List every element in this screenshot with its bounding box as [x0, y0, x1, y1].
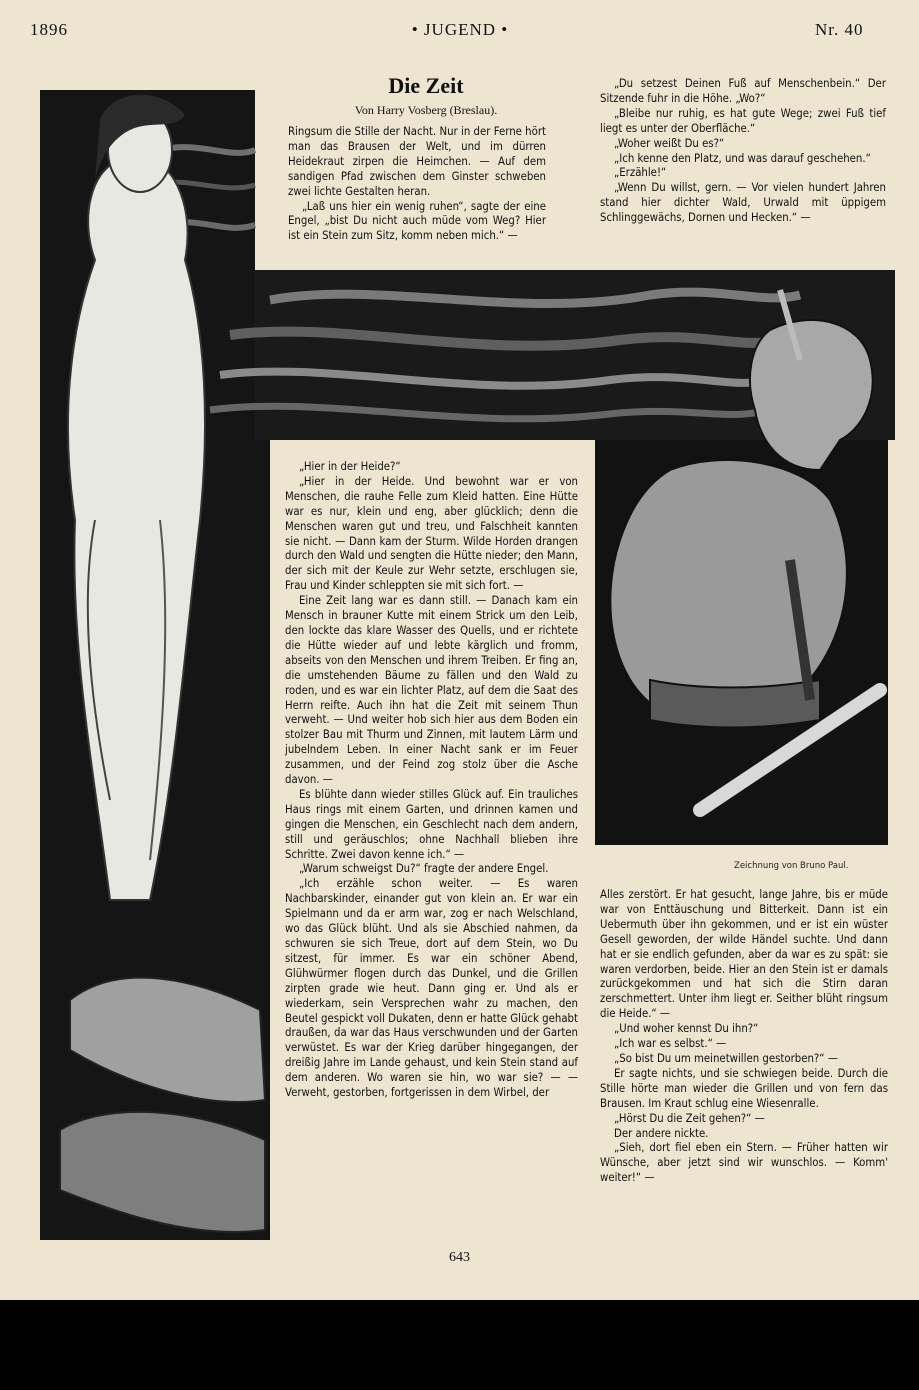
- paragraph: „Hier in der Heide?“: [299, 460, 401, 473]
- paragraph: Der andere nickte.: [614, 1126, 709, 1140]
- article-title: Die Zeit: [388, 73, 464, 98]
- paragraph: „Erzähle!“: [614, 166, 667, 180]
- paragraph: „Und woher kennst Du ihn?“: [614, 1022, 759, 1036]
- paragraph: „Wenn Du willst, gern. — Vor vielen hundert Jahren stand hier dichter Wald, Urwald mit üppigem Schlinggewächs, Dornen und Hecken.“ —: [600, 181, 886, 225]
- illustration-caption: Zeichnung von Bruno Paul.: [734, 861, 849, 871]
- paragraph: Er sagte nichts, und sie schwiegen beide. Durch die Stille hörte man wieder die Grillen und von fern das Brausen. Im Kraut schlug eine Wiesenralle.: [600, 1066, 888, 1110]
- paragraph: „So bist Du um meinetwillen gestorben?“ —: [614, 1051, 838, 1065]
- paragraph: „Hier in der Heide. Und bewohnt war er von Menschen, die rauhe Felle zum Kleid hatten. Eine Hütte war es nur, klein und eng, aber glücklich; denn die Menschen waren gut und treu, und Falschheit kannten sie nicht. — Dann kam der Sturm. Wilde Horden drangen durch den Wald und sengten die Hütte nieder; den Mann, der sich mit der Keule zur Wehr setzte, erschlugen sie, Frau und Kinder schleppten sie mit sich fort. —: [285, 474, 578, 593]
- right-top-column: [600, 77, 886, 226]
- paragraph: „Bleibe nur ruhig, es hat gute Wege; zwei Fuß tief liegt es unter der Oberfläche.“: [600, 106, 886, 135]
- bottom-black-strip: [0, 1300, 919, 1390]
- paragraph: Ringsum die Stille der Nacht. Nur in der Ferne hört man das Brausen der Welt, und im dürren Heidekraut zirpen die Heimchen. — Auf dem sandigen Pfad zwischen dem Ginster schweben zwei lichte Gestalten heran.: [288, 125, 546, 198]
- paragraph: „Warum schweigst Du?“ fragte der andere Engel.: [299, 862, 549, 876]
- article-byline: Von Harry Vosberg (Breslau).: [354, 103, 498, 117]
- paragraph: „Sieh, dort fiel eben ein Stern. — Früher hatten wir Wünsche, aber jetzt sind wir wunschlos. — Komm' weiter!“ —: [600, 1141, 888, 1185]
- paragraph: Eine Zeit lang war es dann still. — Danach kam ein Mensch in brauner Kutte mit einem Strick um den Leib, den lockte das klare Wasser des Quells, und er richtete die Hütte wieder auf und lebte kärglich und fromm, abseits von den Menschen und ihrem Treiben. Er fing an, die umstehenden Bäume zu fällen und den Wald zu roden, und es war ein lichter Platz, auf dem die Saat des Herrn reifte. Auch ihn hat die Zeit mit seinem Thun verweht. — Und weiter hob sich hier aus dem Boden ein stolzer Bau mit Thurm und Zinnen, mit lautem Lärm und jubelndem Leben. In einer Nacht sank er im Feuer zusammen, und der Feind zog stolz über die Asche davon. —: [285, 594, 578, 787]
- header-year: 1896: [30, 20, 68, 39]
- paragraph: „Woher weißt Du es?“: [614, 136, 725, 150]
- paragraph: „Laß uns hier ein wenig ruhen“, sagte der eine Engel, „bist Du nicht auch müde vom Weg? Hier ist ein Stein zum Sitz, komm neben mich.“ —: [288, 199, 546, 243]
- header-title: • JUGEND •: [411, 20, 509, 39]
- paragraph: Es blühte dann wieder stilles Glück auf. Ein trauliches Haus rings mit einem Garten, und drinnen kamen und gingen die Menschen, ein Geschlecht nach dem andern, still und geräuschlos; ohne Nachhall blieben ihre Schritte. Zwei davon kenne ich.“ —: [285, 787, 578, 861]
- right-bottom-column: [600, 888, 888, 1186]
- top-column: [288, 125, 546, 244]
- paragraph: „Ich kenne den Platz, und was darauf geschehen.“: [614, 151, 871, 165]
- paragraph: „Ich erzähle schon weiter. — Es waren Nachbarskinder, einander gut von klein an. Er war ein Spielmann und da er arm war, zog er nach Welschland, wo das Glück blüht. Und als sie Abschied nahmen, da schwuren sie sich Treue, dort auf dem Stein, wo Du sitzest, für immer. Es war ein schöner Abend, Glühwürmer flogen durch das Dunkel, und die Grillen zirpten grade wie heut. Dann ging er. Und als er wiederkam, sein Versprechen wahr zu machen, den Beutel gespickt voll Dukaten, denn er hatte Glück gehabt draußen, da war das Haus verschwunden und der Garten verwüstet. Es war der Krieg darüber hingegangen, der dreißig Jahre im Lande gehaust, und kein Stein stand auf dem anderen. Wo waren sie hin, wo war sie? — — Verweht, gestorben, fortgerissen in dem Wirbel, der: [285, 877, 578, 1100]
- middle-column: [285, 460, 578, 1101]
- paragraph: „Ich war es selbst.“ —: [614, 1037, 727, 1051]
- page-number: 643: [449, 1250, 470, 1265]
- paragraph: „Du setzest Deinen Fuß auf Menschenbein.“ Der Sitzende fuhr in die Höhe. „Wo?“: [600, 77, 886, 105]
- paragraph: Alles zerstört. Er hat gesucht, lange Jahre, bis er müde war von Enttäuschung und Bitterkeit. Dann ist ein Uebermuth über ihn gekommen, und er ist ein wüster Gesell geworden, der wilde Händel suchte. Und dann hat er sie endlich gefunden, aber da war es zu spät: sie waren verdorben, beide. Hier an den Stein ist er damals zurückgekommen und hat sich die Stirn daran zerschmettert. Unter ihm liegt er. Seither blüht ringsum die Heide.“ —: [600, 888, 888, 1021]
- paragraph: „Hörst Du die Zeit gehen?“ —: [614, 1111, 765, 1125]
- header-issue: Nr. 40: [815, 20, 864, 39]
